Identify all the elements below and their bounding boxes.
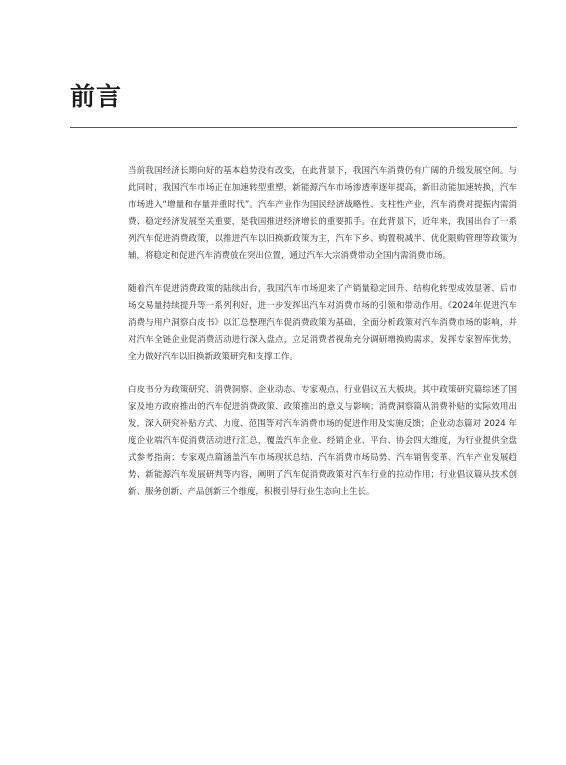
- body-text: [128, 163, 517, 517]
- paragraph-2: 随着汽车促进消费政策的陆续出台，我国汽车市场迎来了产销量稳定回升、结构化转型成效显著、后市场交易量持续提升等一系列利好，进一步发挥出汽车对消费市场的引领和带动作用。《2024年促进汽车消费与用户洞察白皮书》以汇总整理汽车促消费政策为基础，全面分析政策对汽车消费市场的影响，并对汽车全链企业促消费活动进行深入盘点，立足消费者视角充分调研增换购需求，发挥专家智库优势，全力做好汽车以旧换新政策研究和支撑工作。: [128, 284, 517, 362]
- title-divider: [70, 127, 517, 128]
- paragraph-3: 白皮书分为政策研究、消费洞察、企业动态、专家观点、行业倡议五大板块。其中政策研究篇综述了国家及地方政府推出的汽车促进消费政策、政策推出的意义与影响；消费洞察篇从消费补贴的实际效用出发，深入研究补贴方式、力度、范围等对汽车消费市场的促进作用及实施反馈；企业动态篇对 2024 年度企业端汽车促消费活动进行汇总，覆盖汽车企业、经销企业、平台、协会四大维度，为行业提供全盘式参考指南；专家观点篇涵盖汽车市场现状总结、汽车消费市场局势、汽车销售变革、汽车产业发展趋势、新能源汽车发展研判等内容，阐明了汽车促消费政策对汽车行业的拉动作用；行业倡议篇从技术创新、服务创新、产品创新三个维度，积极引导行业生态向上生长。: [128, 385, 517, 497]
- page-title: 前言: [70, 82, 123, 111]
- paragraph-1: 当前我国经济长期向好的基本趋势没有改变，在此背景下，我国汽车消费仍有广阔的升级发展空间。与此同时，我国汽车市场正在加速转型重塑，新能源汽车市场渗透率逐年提高，新旧动能加速转换，汽车市场进入“增量和存量并重时代”。汽车产业作为国民经济战略性、支柱性产业，汽车消费对提振内需消费、稳定经济发展至关重要，是我国推进经济增长的重要抓手。在此背景下，近年来，我国出台了一系列汽车促进消费政策，以推进汽车以旧换新政策为主，汽车下乡、购置税减半、优化限购管理等政策为辅，将稳定和促进汽车消费放在突出位置，通过汽车大宗消费带动全国内需消费市场。: [128, 166, 517, 261]
